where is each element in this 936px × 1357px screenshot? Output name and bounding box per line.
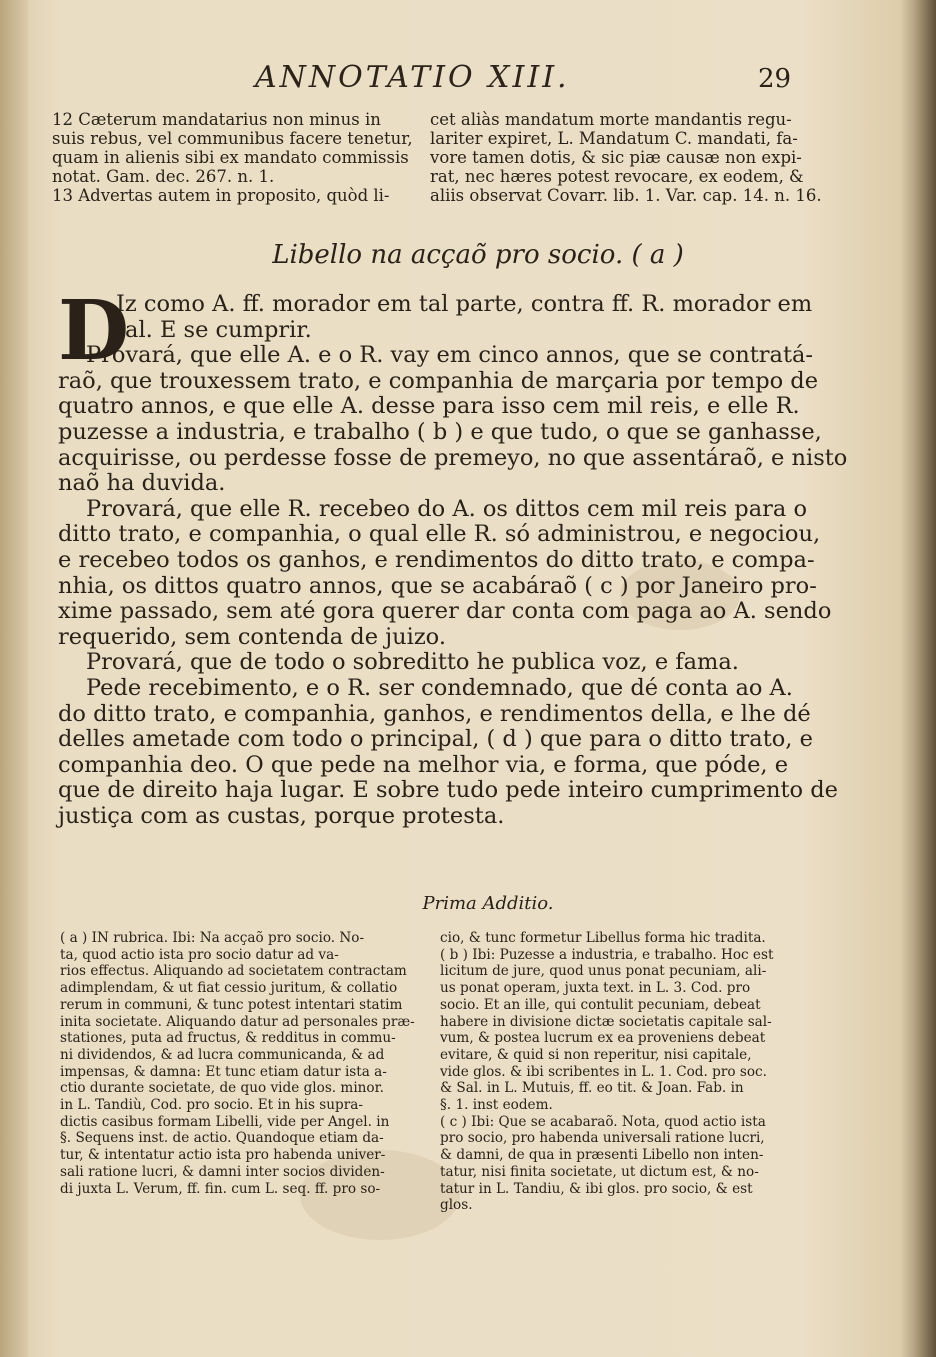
running-title: ANNOTATIO XIII.	[255, 60, 570, 95]
footnote-line: us ponat operam, juxta text. in L. 3. Cod. pro	[440, 980, 751, 997]
text-line: justiça com as custas, porque protesta.	[58, 802, 505, 829]
text-line: xime passado, sem até gora querer dar conta com paga ao A. sendo	[58, 598, 832, 625]
text-line: vore tamen dotis, & sic piæ causæ non expi-	[430, 148, 802, 167]
top-right-column	[430, 110, 822, 205]
text-line: 12 Cæterum mandatarius non minus in	[52, 110, 381, 129]
text-line: do ditto trato, e companhia, ganhos, e rendimentos della, e lhe dé	[58, 700, 811, 727]
text-line: nhia, os dittos quatro annos, que se acabáraõ ( c ) por Janeiro pro-	[58, 572, 817, 599]
footnote-line: vum, & postea lucrum ex ea proveniens debeat	[440, 1030, 766, 1047]
footnote-line: vide glos. & ibi scribentes in L. 1. Cod. pro soc.	[440, 1063, 767, 1080]
footnote-line: cio, & tunc formetur Libellus forma hic tradita.	[440, 930, 766, 946]
main-text	[58, 283, 848, 829]
text-line: quatro annos, e que elle A. desse para isso cem mil reis, e elle R.	[58, 393, 800, 420]
text-line: tal. E se cumprir.	[116, 316, 312, 343]
text-line: ditto trato, e companhia, o qual elle R. só administrou, e negociou,	[58, 521, 821, 548]
footnote-line: habere in divisione dictæ societatis capitale sal-	[440, 1013, 772, 1030]
footnote-line: §. Sequens inst. de actio. Quandoque etiam da-	[60, 1130, 384, 1147]
page-right-edge	[914, 0, 936, 1357]
footnote-line: & Sal. in L. Mutuis, ff. eo tit. & Joan. Fab. in	[440, 1080, 744, 1097]
text-line: lariter expiret, L. Mandatum C. mandati, fa-	[430, 129, 798, 148]
footnote-line: dictis casibus formam Libelli, vide per Angel. in	[60, 1113, 390, 1130]
footnote-line: ctio durante societate, de quo vide glos. minor.	[60, 1080, 384, 1097]
addition-title: Prima Additio.	[422, 893, 554, 914]
footnotes-left-column	[60, 930, 425, 1197]
text-line: aliis observat Covarr. lib. 1. Var. cap. 14. n. 16.	[430, 186, 822, 205]
text-line: notat. Gam. dec. 267. n. 1.	[52, 167, 275, 186]
text-line: Iz como A. ff. morador em tal parte, contra ff. R. morador em	[116, 291, 813, 317]
footnotes-right-column	[440, 930, 812, 1214]
drop-cap: D	[58, 283, 130, 379]
footnote-line: stationes, puta ad fructus, & redditus in commu-	[60, 1030, 396, 1047]
text-line: raõ, que trouxessem trato, e companhia de marçaria por tempo de	[58, 367, 819, 394]
footnote-line: ta, quod actio ista pro socio datur ad va-	[60, 946, 339, 963]
footnote-line: ( b ) Ibi: Puzesse a industria, e trabalho. Hoc est	[440, 946, 774, 963]
page-header	[0, 60, 936, 100]
footnote-line: & damni, de qua in præsenti Libello non inten-	[440, 1147, 764, 1164]
footnote-line: tatur, nisi finita societate, ut dictum est, & no-	[440, 1163, 759, 1180]
footnote-line: glos.	[440, 1197, 473, 1214]
footnote-line: tur, & intentatur actio ista pro habenda univer-	[60, 1147, 386, 1164]
footnote-line: di juxta L. Verum, ff. fin. cum L. seq. ff. pro so-	[60, 1180, 381, 1197]
footnote-line: in L. Tandiù, Cod. pro socio. Et in his supra-	[60, 1097, 363, 1114]
text-line: companhia deo. O que pede na melhor via, e forma, que póde, e	[58, 751, 789, 778]
text-line: acquirisse, ou perdesse fosse de premeyo, no que assentáraõ, e nisto	[58, 444, 848, 471]
text-line: cet aliàs mandatum morte mandantis regu-	[430, 110, 792, 129]
text-line: Provará, que elle R. recebeo do A. os dittos cem mil reis para o	[86, 495, 807, 522]
footnote-line: adimplendam, & ut fiat cessio juritum, & collatio	[60, 980, 398, 997]
text-line: Provará, que de todo o sobreditto he publica voz, e fama.	[86, 649, 739, 676]
footnote-line: sali ratione lucri, & damni inter socios dividen-	[60, 1163, 385, 1180]
footnote-line: inita societate. Aliquando datur ad personales præ-	[60, 1013, 415, 1030]
page-binding-shadow	[0, 0, 28, 1357]
footnote-line: pro socio, pro habenda universali ratione lucri,	[440, 1130, 765, 1147]
footnote-line: licitum de jure, quod unus ponat pecuniam, ali-	[440, 963, 767, 980]
footnote-line: evitare, & quid si non reperitur, nisi capitale,	[440, 1046, 752, 1063]
text-line: requerido, sem contenda de juizo.	[58, 623, 446, 650]
text-line: rat, nec hæres potest revocare, ex eodem, &	[430, 167, 804, 186]
text-line: suis rebus, vel communibus facere tenetur,	[52, 129, 413, 148]
footnote-line: rerum in communi, & tunc potest intentari statim	[60, 996, 403, 1013]
text-line: que de direito haja lugar. E sobre tudo pede inteiro cumprimento de	[58, 777, 838, 804]
top-left-column	[52, 110, 412, 205]
page-number: 29	[758, 64, 792, 94]
footnote-line: tatur in L. Tandiu, & ibi glos. pro socio, & est	[440, 1180, 753, 1197]
text-line: delles ametade com todo o principal, ( d ) que para o ditto trato, e	[58, 726, 813, 753]
section-title: Libello na acçaõ pro socio. ( a )	[272, 240, 684, 270]
text-line: puzesse a industria, e trabalho ( b ) e que tudo, o que se ganhasse,	[58, 418, 822, 445]
footnote-line: socio. Et an ille, qui contulit pecuniam, debeat	[440, 996, 761, 1013]
footnote-line: rios effectus. Aliquando ad societatem contractam	[60, 963, 407, 980]
footnote-line: impensas, & damna: Et tunc etiam datur ista a-	[60, 1063, 387, 1080]
text-line: quam in alienis sibi ex mandato commissis	[52, 148, 409, 167]
text-line: naõ ha duvida.	[58, 470, 226, 497]
footnote-line: ( a ) IN rubrica. Ibi: Na acçaõ pro socio. No-	[60, 930, 365, 946]
footnote-line: ni dividendos, & ad lucra communicanda, & ad	[60, 1046, 385, 1063]
main-text-lines	[58, 283, 848, 829]
text-line: Pede recebimento, e o R. ser condemnado, que dé conta ao A.	[86, 674, 793, 701]
footnote-line: §. 1. inst eodem.	[440, 1097, 553, 1114]
footnote-line: ( c ) Ibi: Que se acabaraõ. Nota, quod actio ista	[440, 1113, 766, 1130]
text-line: e recebeo todos os ganhos, e rendimentos do ditto trato, e compa-	[58, 546, 815, 573]
text-line: Provará, que elle A. e o R. vay em cinco annos, que se contratá-	[86, 342, 813, 369]
text-line: 13 Advertas autem in proposito, quòd li-	[52, 186, 390, 205]
